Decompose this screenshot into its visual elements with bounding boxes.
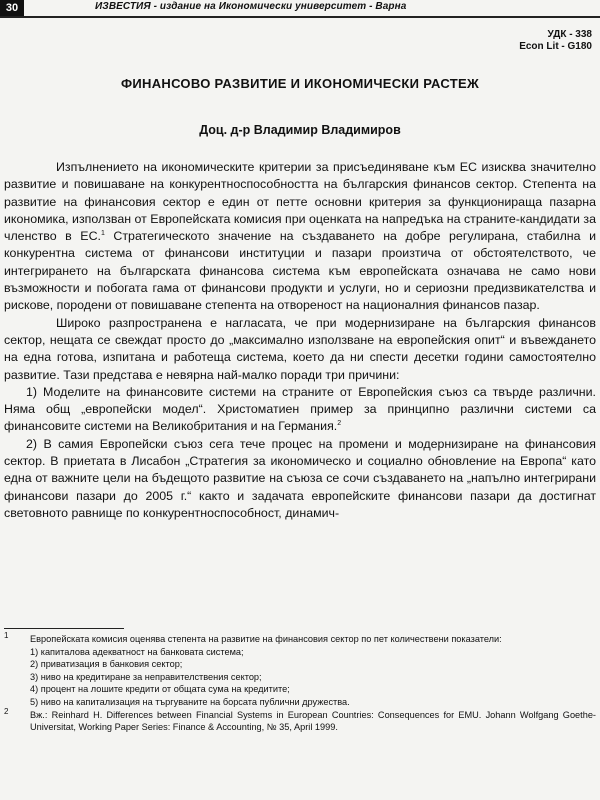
article-title: ФИНАНСОВО РАЗВИТИЕ И ИКОНОМИЧЕСКИ РАСТЕЖ xyxy=(120,76,480,91)
footnote-1-item: 5) ниво на капитализация на търгуваните на борсата публични дружества. xyxy=(30,696,350,707)
paragraph-1-text-b: Стратегическото значение на създаването на добре регулирана, стабилна и конкурентна система от финансови институции и пазари произтича от обстоятелството, че интегрирането на българската финансова система към европейската означава не само нови възможности и побогата гама от финансови продукти и услуги, но и сериозни предизвикателства и рискове, породени от повишаване степента на отвореност на националния финансов пазар. xyxy=(4,229,597,313)
econlit-code: Econ Lit - G180 xyxy=(519,41,592,52)
udk-code: УДК - 338 xyxy=(547,29,592,40)
footnote-separator xyxy=(4,628,124,629)
footnote-2 xyxy=(4,706,596,734)
footnotes xyxy=(4,633,596,734)
running-head: ИЗВЕСТИЯ - издание на Икономически университет - Варна xyxy=(95,1,407,12)
article-body xyxy=(4,159,596,522)
footnote-1-item: 3) ниво на кредитиране за неправителствения сектор; xyxy=(30,671,262,682)
footnote-1-text: Европейската комисия оценява степента на развитие на финансовия сектор по пет количествени показатели: xyxy=(30,634,502,644)
paragraph-4: 2) В самия Европейски съюз сега тече процес на промени и модернизиране на финансовия сектор. В приетата в Лисабон „Стратегия за икономическо и социално обновление на Европа“ като една от важните цели на бъдещото развитие на съюза се сочи създаването на „напълно интегрирани финансови пазари до 2005 г.“ както и задачата европейските финансови пазари да достигнат световното равнище по конкурентноспособност, динамич- xyxy=(4,436,596,520)
article-author: Доц. д-р Владимир Владимиров xyxy=(199,123,401,137)
paragraph-3-text: 1) Моделите на финансовите системи на страните от Европейския съюз са твърде различни. Няма общ „европейски модел“. Христоматиен пример за принципно различни системи са финансовите системи на Великобритания и на Германия. xyxy=(4,384,596,434)
footnote-1-item: 2) приватизация в банковия сектор; xyxy=(30,659,183,670)
footnote-1-item: 1) капиталова адекватност на банковата система; xyxy=(30,646,244,657)
footnote-1-list xyxy=(30,646,596,709)
page-number: 30 xyxy=(0,0,24,16)
paragraph-1 xyxy=(4,159,596,315)
footnote-2-mark: 2 xyxy=(4,706,9,716)
paragraph-2: Широко разпространена е нагласата, че при модернизиране на българския финансов сектор, нещата се свеждат просто до „максимално използване на европейския опит“ и въвеждането на една готова, изпитана и работеща система, което да ни спести десетки години самостоятелно развитие. Тази представа е невярна най-малко поради три причини: xyxy=(4,315,596,382)
paragraph-3 xyxy=(4,384,596,436)
classification-codes xyxy=(519,29,592,53)
page-header xyxy=(0,0,600,18)
footnote-2-text: Вж.: Reinhard H. Differences between Financial Systems in European Countries: Consequences for EMU. Johann Wolfgang Goethe-Universitat, Working Paper Series: Finance & Accounting, № 35, April 1999. xyxy=(30,709,596,733)
footnote-ref-1[interactable]: 1 xyxy=(100,230,105,238)
footnote-1 xyxy=(4,633,596,709)
paragraph-1-text-a: Изпълнението на икономическите критерии за присъединяване към ЕС изисква значително развитие и повишаване на конкурентноспособността на българския финансов сектор. Степента на развитие на финансовия сектор е един от петте основни критерия за функционираща пазарна икономика, използван от Европейската комисия при оценката на напредъка на страните-кандидати за членство в ЕС. xyxy=(4,160,596,244)
footnote-1-item: 4) процент на лошите кредити от общата сума на кредитите; xyxy=(30,684,290,695)
footnote-1-mark: 1 xyxy=(4,631,9,640)
footnote-ref-2[interactable]: 2 xyxy=(337,420,342,428)
